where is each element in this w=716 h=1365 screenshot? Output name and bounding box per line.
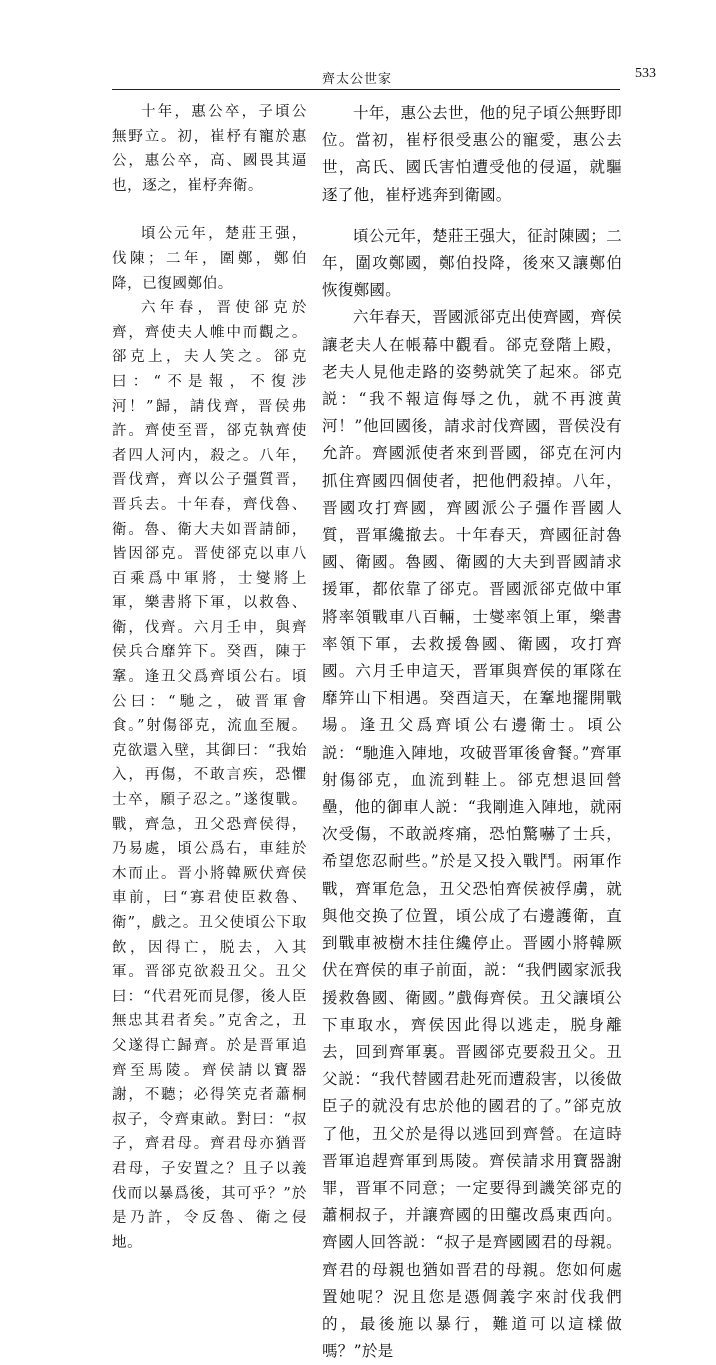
classical-text-column — [112, 100, 307, 1255]
page-number: 533 — [635, 66, 656, 81]
running-title: 齊太公世家 — [322, 72, 393, 87]
header-rule — [112, 89, 620, 90]
translation-paragraph: 十年，惠公去世，他的兒子頃公無野即位。當初，崔杼很受惠公的寵愛，惠公去世，高氏、國氏害怕遭受他的侵逼，就驅逐了他，崔杼逃奔到衛國。 — [322, 104, 622, 204]
paragraph-spacer — [322, 209, 622, 223]
translation-text-column — [322, 100, 622, 1365]
classical-paragraph: 十年，惠公卒，子頃公無野立。初，崔杼有寵於惠公，惠公卒，高、國畏其逼也，逐之，崔杼奔衛。 — [112, 104, 307, 194]
classical-paragraph: 六年春，晋使郤克於齊，齊使夫人帷中而觀之。郤克上，夫人笑之。郤克曰：“不是報，不復涉河！”歸，請伐齊，晋侯弗許。齊使至晋，郤克執齊使者四人河内，殺之。八年，晋伐齊，齊以公子彊質晋，晋兵去。十年春，齊伐魯、衛。魯、衛大夫如晋請師，皆因郤克。晋使郤克以車八百乘爲中軍將，士燮將上軍，樂書將下軍，以救魯、衛，伐齊。六月壬申，與齊侯兵合靡笄下。癸酉，陳于鞌。逢丑父爲齊頃公右。頃公曰：“馳之，破晋軍會食。”射傷郤克，流血至履。克欲還入壁，其御曰：“我始入，再傷，不敢言疾，恐懼士卒，願子忍之。”遂復戰。戰，齊急，丑父恐齊侯得，乃易處，頃公爲右，車絓於木而止。晋小將韓厥伏齊侯車前，曰“寡君使臣救魯、衛”，戲之。丑父使頃公下取飲，因得亡，脱去，入其軍。晋郤克欲殺丑父。丑父曰：“代君死而見僇，後人臣無忠其君者矣。”克舍之，丑父遂得亡歸齊。於是晋軍追齊至馬陵。齊侯請以寶器謝，不聽；必得笑克者蕭桐叔子，令齊東畝。對曰：“叔子，齊君母。齊君母亦猶晋君母，子安置之？且子以義伐而以暴爲後，其可乎？”於是乃許，令反魯、衛之侵地。 — [112, 300, 307, 1251]
translation-paragraph: 頃公元年，楚莊王强大，征討陳國；二年，圍攻鄭國，鄭伯投降，後來又讓鄭伯恢復鄭國。 — [322, 226, 622, 300]
page-header — [112, 64, 656, 88]
translation-paragraph: 六年春天，晋國派郤克出使齊國，齊侯讓老夫人在帳幕中觀看。郤克登階上殿，老夫人見他走路的姿勢就笑了起來。郤克説：“我不報這侮辱之仇，就不再渡黄河！”他回國後，請求討伐齊國，晋侯没有允許。齊國派使者來到晋國，郤克在河内抓住齊國四個使者，把他們殺掉。八年，晋國攻打齊國，齊國派公子彊作晋國人質，晋軍纔撤去。十年春天，齊國征討魯國、衛國。魯國、衛國的大夫到晋國請求援軍，都依靠了郤克。晋國派郤克做中軍將率領戰車八百輛，士燮率領上軍，樂書率領下軍，去救援魯國、衛國，攻打齊國。六月壬申這天，晋軍與齊侯的軍隊在靡笄山下相遇。癸酉這天，在鞌地擺開戰場。逢丑父爲齊頃公右邊衛士。頃公説：“馳進入陣地，攻破晋軍後會餐。”齊軍射傷郤克，血流到鞋上。郤克想退回營壘，他的御車人説：“我剛進入陣地，就兩次受傷，不敢説疼痛，恐怕驚嚇了士兵，希望您忍耐些。”於是又投入戰鬥。兩軍作戰，齊軍危急，丑父恐怕齊侯被俘虜，就與他交换了位置，頃公成了右邊護衛，直到戰車被樹木挂住纔停止。晋國小將韓厥伏在齊侯的車子前面，説：“我們國家派我援救魯國、衛國。”戲侮齊侯。丑父讓頃公下車取水，齊侯因此得以逃走，脱身離去，回到齊軍裏。晋國郤克要殺丑父。丑父説：“我代替國君赴死而遭殺害，以後做臣子的就没有忠於他的國君的了。”郤克放了他，丑父於是得以逃回到齊營。在這時晋軍追趕齊軍到馬陵。齊侯請求用寶器謝罪，晋軍不同意；一定要得到譏笑郤克的蕭桐叔子，并讓齊國的田壟改爲東西向。齊國人回答説：“叔子是齊國國君的母親。齊君的母親也猶如晋君的母親。您如何處置她呢？況且您是憑倜義字來討伐我們的，最後施以暴行，難道可以這樣做嗎？”於是 — [322, 308, 622, 1361]
paragraph-spacer — [112, 198, 307, 222]
classical-paragraph: 頃公元年，楚莊王强，伐陳；二年，圍鄭，鄭伯降，已復國鄭伯。 — [112, 226, 307, 292]
